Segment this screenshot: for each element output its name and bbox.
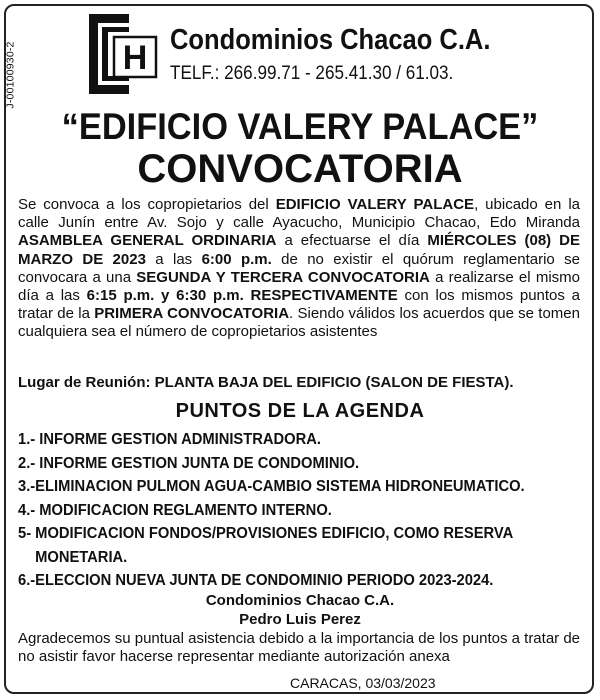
body-segment: con los mismos puntos a tratar de la [18,287,580,323]
agenda-item: 5- MODIFICACION FONDOS/PROVISIONES EDIFICIO, COMO RESERVA [18,525,514,542]
body-emphasis: 6:15 p.m. y 6:30 p.m. RESPECTIVAMENTE [86,287,398,305]
svg-text:H: H [122,39,148,77]
body-segment: a efectuarse el día [276,232,428,250]
body-emphasis: SEGUNDA Y TERCERA CONVOCATORIA [136,268,430,286]
agenda-item: 1.- INFORME GESTION ADMINISTRADORA. [18,431,321,448]
company-name: Condominios Chacao C.A. [170,24,491,56]
body-emphasis: PRIMERA CONVOCATORIA [94,305,290,323]
body-emphasis: MIÉRCOLES (08) DE MARZO DE 2023 [18,232,581,268]
convocation-paragraph [18,196,580,342]
agenda-item: 3.-ELIMINACION PULMON AGUA-CAMBIO SISTEMA HIDRONEUMATICO. [18,478,525,495]
building-name: “EDIFICIO VALERY PALACE” [61,106,539,147]
body-emphasis: 6:00 p.m. [201,250,272,268]
body-segment: a las [145,250,202,268]
convocation-body [18,196,580,342]
body-segment: a realizarse el mismo día a las [18,268,580,305]
body-segment: . Siendo válidos los acuerdos que se tomen cualquiera sea el número de copropietarios asistentes [18,305,580,341]
agenda-item-continuation: MONETARIA. [35,548,128,566]
body-segment: , ubicado en la calle Junín entre Av. Sojo y calle Ayacucho, Municipio Chacao, Edo Miranda [18,196,580,232]
body-segment: Se convoca a los copropietarios del [18,196,276,213]
meeting-location: Lugar de Reunión: PLANTA BAJA DEL EDIFICIO (SALON DE FIESTA). [18,374,514,391]
agenda-title: PUNTOS DE LA AGENDA [175,400,425,422]
body-emphasis: ASAMBLEA GENERAL ORDINARIA [18,232,277,250]
issue-date: CARACAS, 03/03/2023 [290,675,436,691]
registration-id: J-00100930-2 [5,41,18,109]
phone-numbers: TELF.: 266.99.71 - 265.41.30 / 61.03. [170,63,454,84]
notice-title: CONVOCATORIA [137,147,463,191]
company-logo-icon [88,13,158,95]
agenda-item: 2.- INFORME GESTION JUNTA DE CONDOMINIO. [18,454,360,472]
body-emphasis: EDIFICIO VALERY PALACE [275,196,475,213]
agenda-item: 4.- MODIFICACION REGLAMENTO INTERNO. [18,501,332,519]
body-segment: de no existir el quórum reglamentario se convocara a una [18,250,580,286]
agenda-list [18,428,588,593]
closing-text: Agradecemos su puntual asistencia debido a la importancia de los puntos a tratar de no asistir favor hacerse representar mediante autorización anexa [18,630,581,666]
agenda-item: 6.-ELECCION NUEVA JUNTA DE CONDOMINIO PERIODO 2023-2024. [18,572,494,589]
signature-company: Condominios Chacao C.A. [205,592,395,609]
signature-name: Pedro Luis Perez [239,611,361,628]
